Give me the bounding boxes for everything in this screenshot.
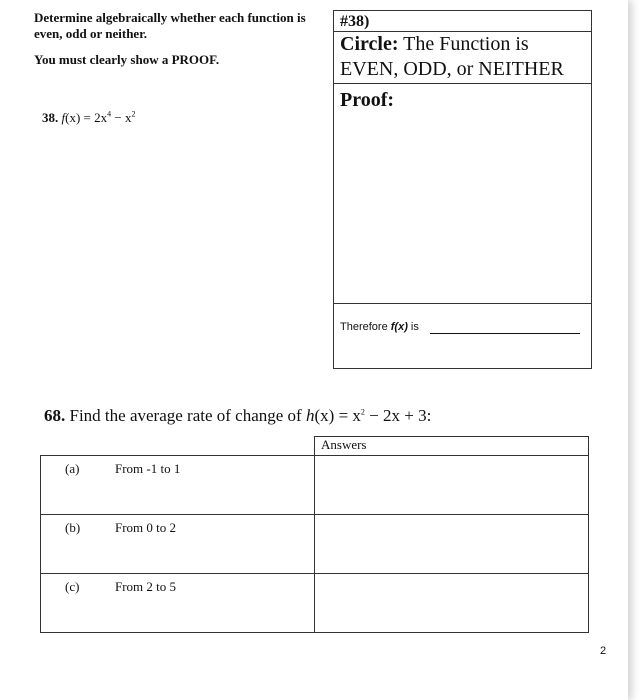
therefore-text [340, 321, 419, 333]
therefore-fx: f(x) [390, 321, 408, 333]
circle-instruction [334, 32, 591, 84]
problem-38 [42, 110, 135, 126]
row-label: (b) [65, 519, 81, 535]
row-desc: From -1 to 1 [115, 460, 181, 476]
row-label: (c) [65, 578, 80, 594]
function-name: f [61, 110, 66, 125]
table-corner [41, 437, 315, 456]
page-number: 2 [600, 645, 607, 657]
exponent-4: 4 [107, 109, 112, 119]
equation-part-2: − x [111, 110, 132, 125]
function-arg: (x) [65, 110, 81, 125]
h-function: h [305, 406, 315, 425]
answers-header: Answers [315, 437, 589, 456]
answer-cell[interactable] [315, 573, 589, 632]
therefore-suffix: is [407, 321, 419, 333]
table-row [41, 455, 589, 514]
question-cell [41, 455, 315, 514]
table-row [41, 573, 589, 632]
h-eq: = x [334, 406, 361, 425]
proof-instruction: You must clearly show a PROOF. [34, 52, 220, 67]
answer-box-38 [333, 10, 592, 369]
therefore-row [334, 303, 591, 368]
equation-part: = 2x [80, 110, 108, 125]
h-arg: (x) [314, 406, 335, 425]
problem-38-number: 38. [42, 110, 59, 125]
problem-68 [44, 406, 431, 426]
table-row [41, 514, 589, 573]
answer-cell[interactable] [315, 455, 589, 514]
proof-label: Proof: [340, 89, 395, 111]
box-header [334, 11, 591, 32]
answer-cell[interactable] [315, 514, 589, 573]
h-rest: − 2x + 3: [364, 406, 432, 425]
problem-68-number: 68. [44, 406, 66, 425]
circle-label: Circle: [340, 33, 399, 55]
box-header-label: #38) [340, 13, 370, 30]
row-desc: From 0 to 2 [115, 519, 177, 535]
question-cell [41, 514, 315, 573]
answer-blank-line[interactable] [430, 333, 580, 334]
problem-68-text: Find the average rate of change of [65, 406, 306, 425]
question-cell [41, 573, 315, 632]
instructions-text: Determine algebraically whether each function is even, odd or neither. [34, 10, 306, 41]
exponent-2: 2 [131, 109, 136, 119]
h-exponent: 2 [360, 407, 365, 417]
parity-options[interactable]: EVEN, ODD, or NEITHER [340, 58, 564, 80]
row-desc: From 2 to 5 [115, 578, 177, 594]
therefore-prefix: Therefore [340, 321, 391, 333]
circle-text: The Function is [398, 33, 529, 55]
answers-table [40, 436, 589, 633]
row-label: (a) [65, 460, 80, 476]
